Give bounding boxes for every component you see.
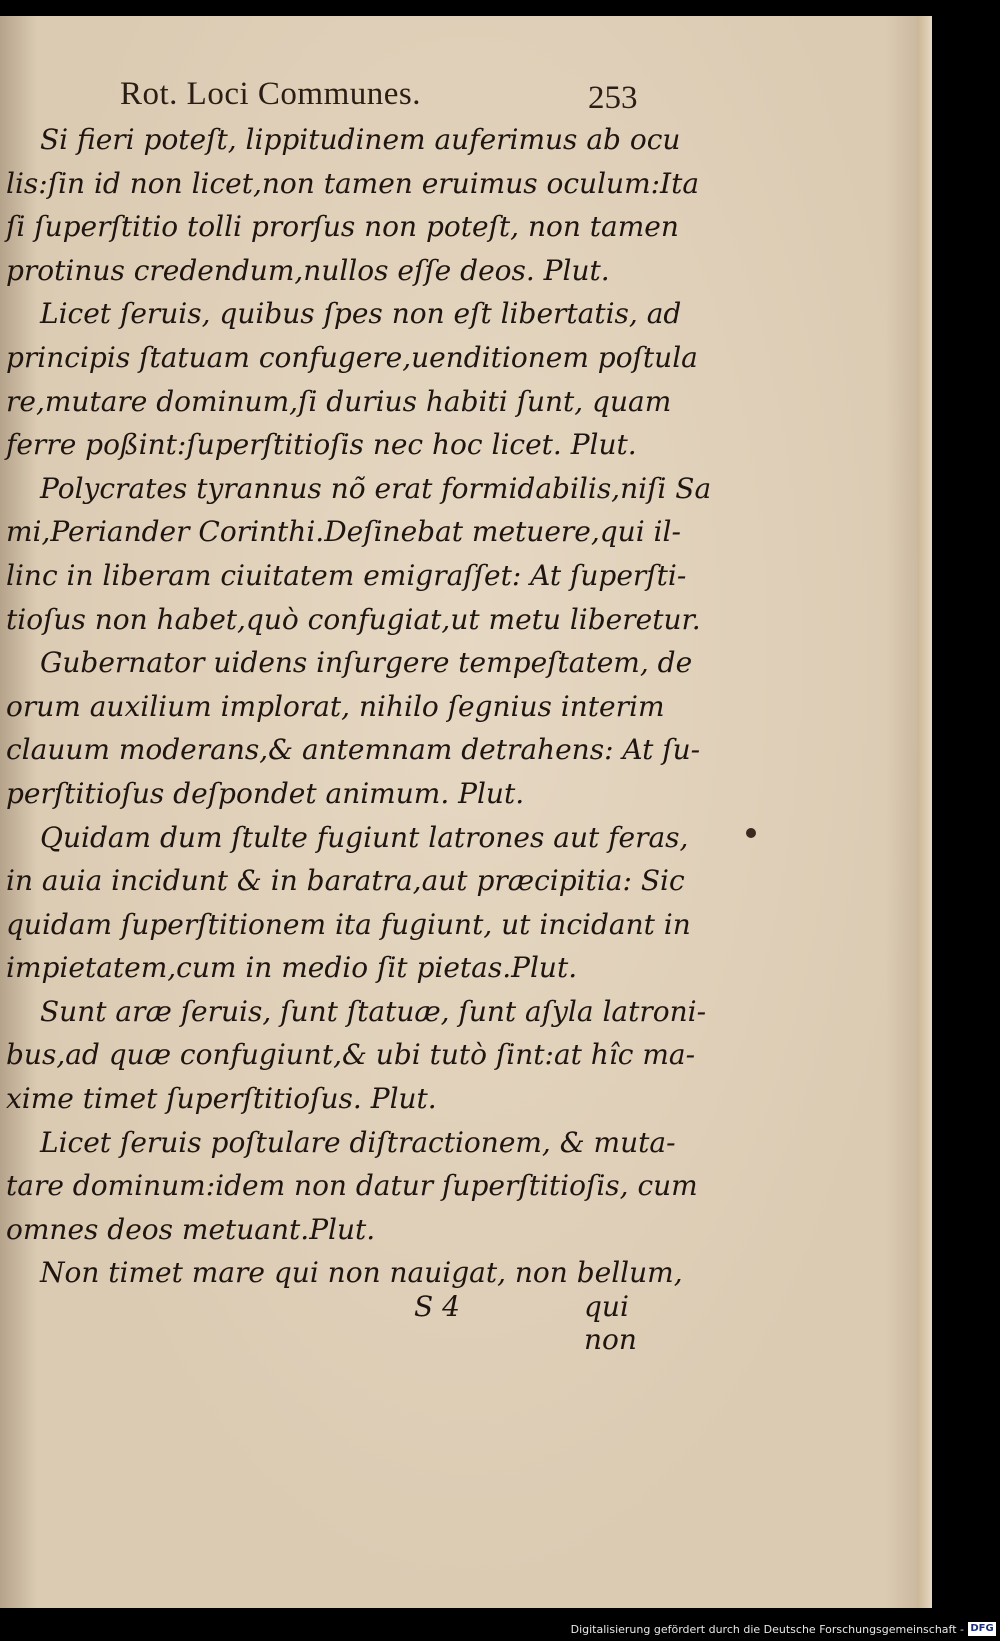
- text-line: Sunt aræ ſeruis, ſunt ſtatuæ, ſunt aſyla latroni-: [40, 994, 707, 1028]
- text-line: lis:ſin id non licet,non tamen eruimus oculum:Ita: [6, 166, 700, 200]
- catchword: qui non: [584, 1290, 637, 1356]
- page-footer: [6, 1290, 676, 1356]
- text-line: xime timet ſuperſtitioſus. Plut.: [6, 1082, 437, 1116]
- text-line: Licet ſeruis, quibus ſpes non eſt libertatis, ad: [40, 297, 682, 331]
- dfg-logo: DFG: [968, 1622, 996, 1636]
- text-line: impietatem,cum in medio ſit pietas.Plut.: [6, 951, 578, 985]
- text-line: linc in liberam ciuitatem emigraſſet: At ſuperſti-: [6, 558, 687, 592]
- body-text: [6, 118, 712, 1295]
- ink-spot: [746, 828, 756, 838]
- text-line: protinus credendum,nullos eſſe deos. Plut.: [6, 253, 610, 287]
- text-line: Si fieri poteſt, lippitudinem auferimus ab ocu: [40, 123, 681, 156]
- text-line: Non timet mare qui non nauigat, non bellum,: [40, 1256, 683, 1290]
- text-line: mi,Periander Corinthi.Deſinebat metuere,qui il-: [6, 515, 681, 549]
- text-line: Gubernator uidens inſurgere tempeſtatem, de: [40, 646, 693, 680]
- text-line: in auia incidunt & in baratra,aut præcipitia: Sic: [6, 864, 685, 898]
- text-line: re,mutare dominum,ſi durius habiti ſunt, quam: [6, 384, 672, 418]
- credit-bar: [0, 1620, 1000, 1641]
- credit-text: Digitalisierung gefördert durch die Deutsche Forschungsgemeinschaft -: [570, 1623, 964, 1636]
- text-line: ferre poßint:ſuperſtitioſis nec hoc licet. Plut.: [6, 428, 637, 462]
- text-line: ſi ſuperſtitio tolli prorſus non poteſt, non tamen: [6, 210, 679, 244]
- running-head: Rot. Loci Communes.: [120, 76, 421, 112]
- text-line: orum auxilium implorat, nihilo ſegnius interim: [6, 689, 665, 723]
- page-edge: [918, 16, 932, 1608]
- page-number: 253: [588, 80, 638, 116]
- page-header: [0, 58, 932, 118]
- text-line: clauum moderans,& antemnam detrahens: At ſu-: [6, 733, 701, 767]
- text-line: Quidam dum ſtulte fugiunt latrones aut feras,: [40, 820, 689, 854]
- text-line: principis ſtatuam confugere,uenditionem poſtula: [6, 340, 698, 374]
- text-line: perſtitioſus deſpondet animum. Plut.: [6, 776, 525, 810]
- text-line: quidam ſuperſtitionem ita fugiunt, ut incidant in: [6, 907, 691, 941]
- text-line: tioſus non habet,quò confugiat,ut metu liberetur.: [6, 602, 701, 636]
- signature-mark: S 4: [414, 1290, 460, 1323]
- text-line: bus,ad quæ confugiunt,& ubi tutò ſint:at hîc ma-: [6, 1038, 696, 1072]
- text-line: tare dominum:idem non datur ſuperſtitioſis, cum: [6, 1169, 698, 1203]
- text-line: Licet ſeruis poſtulare diſtractionem, & muta-: [40, 1125, 676, 1159]
- text-line: omnes deos metuant.Plut.: [6, 1212, 376, 1246]
- text-line: Polycrates tyrannus nõ erat formidabilis,niſi Sa: [40, 471, 712, 505]
